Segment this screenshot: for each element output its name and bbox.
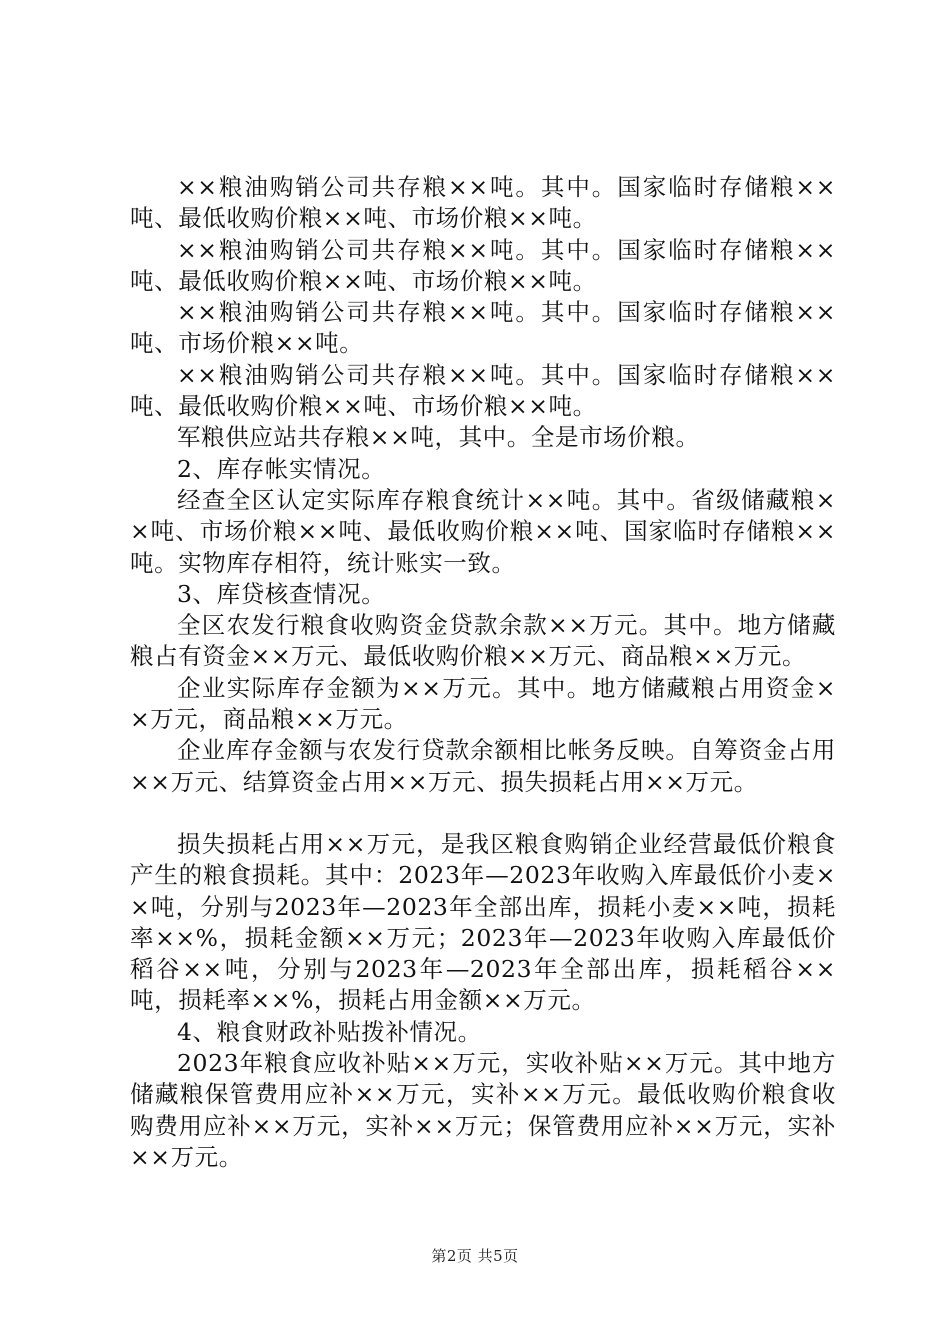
paragraph-subsidy: 2023年粮食应收补贴××万元，实收补贴××万元。其中地方储藏粮保管费用应补××万元，实补××万元。最低收购价粮食收购费用应补××万元，实补××万元；保管费用应补××万元，实补××万元。 (130, 1049, 836, 1171)
paragraph-company-4: ××粮油购销公司共存粮××吨。其中。国家临时存储粮××吨、最低收购价粮××吨、市场价粮××吨。 (130, 360, 836, 421)
paragraph-company-1: ××粮油购销公司共存粮××吨。其中。国家临时存储粮××吨、最低收购价粮××吨、市场价粮××吨。 (130, 173, 836, 233)
paragraph-company-2: ××粮油购销公司共存粮××吨。其中。国家临时存储粮××吨、最低收购价粮××吨、市场价粮××吨。 (130, 235, 836, 295)
paragraph-loan-balance: 全区农发行粮食收购资金贷款余款××万元。其中。地方储藏粮占有资金××万元、最低收购价粮××万元、商品粮××万元。 (130, 611, 836, 671)
paragraph-inventory-check: 经查全区认定实际库存粮食统计××吨。其中。省级储藏粮××吨、市场价粮××吨、最低收购价粮××吨、国家临时存储粮××吨。实物库存相符，统计账实一致。 (130, 485, 836, 577)
section-heading-2: 2、库存帐实情况。 (177, 454, 386, 483)
paragraph-company-3: ××粮油购销公司共存粮××吨。其中。国家临时存储粮××吨、市场价粮××吨。 (130, 298, 836, 358)
paragraph-loss-detail: 损失损耗占用××万元，是我区粮食购销企业经营最低价粮食产生的粮食损耗。其中：2023年—2023年收购入库最低价小麦××吨，分别与2023年—2023年全部出库，损耗小麦××吨，损耗率××%，损耗金额××万元；2023年—2023年收购入库最低价稻谷××吨，分别与2023年—2023年全部出库，损耗稻谷××吨，损耗率××%，损耗占用金额××万元。 (130, 829, 836, 1015)
paragraph-inventory-amount: 企业实际库存金额为××万元。其中。地方储藏粮占用资金××万元，商品粮××万元。 (130, 673, 836, 734)
document-body (130, 172, 836, 1173)
paragraph-military-grain: 军粮供应站共存粮××吨，其中。全是市场价粮。 (177, 423, 700, 452)
paragraph-account-comparison: 企业库存金额与农发行贷款余额相比帐务反映。自筹资金占用××万元、结算资金占用××万元、损失损耗占用××万元。 (130, 736, 836, 796)
section-heading-4: 4、粮食财政补贴拨补情况。 (177, 1017, 482, 1046)
page-number-footer: 第2页 共5页 (431, 1247, 519, 1265)
section-heading-3: 3、库贷核查情况。 (177, 579, 386, 608)
